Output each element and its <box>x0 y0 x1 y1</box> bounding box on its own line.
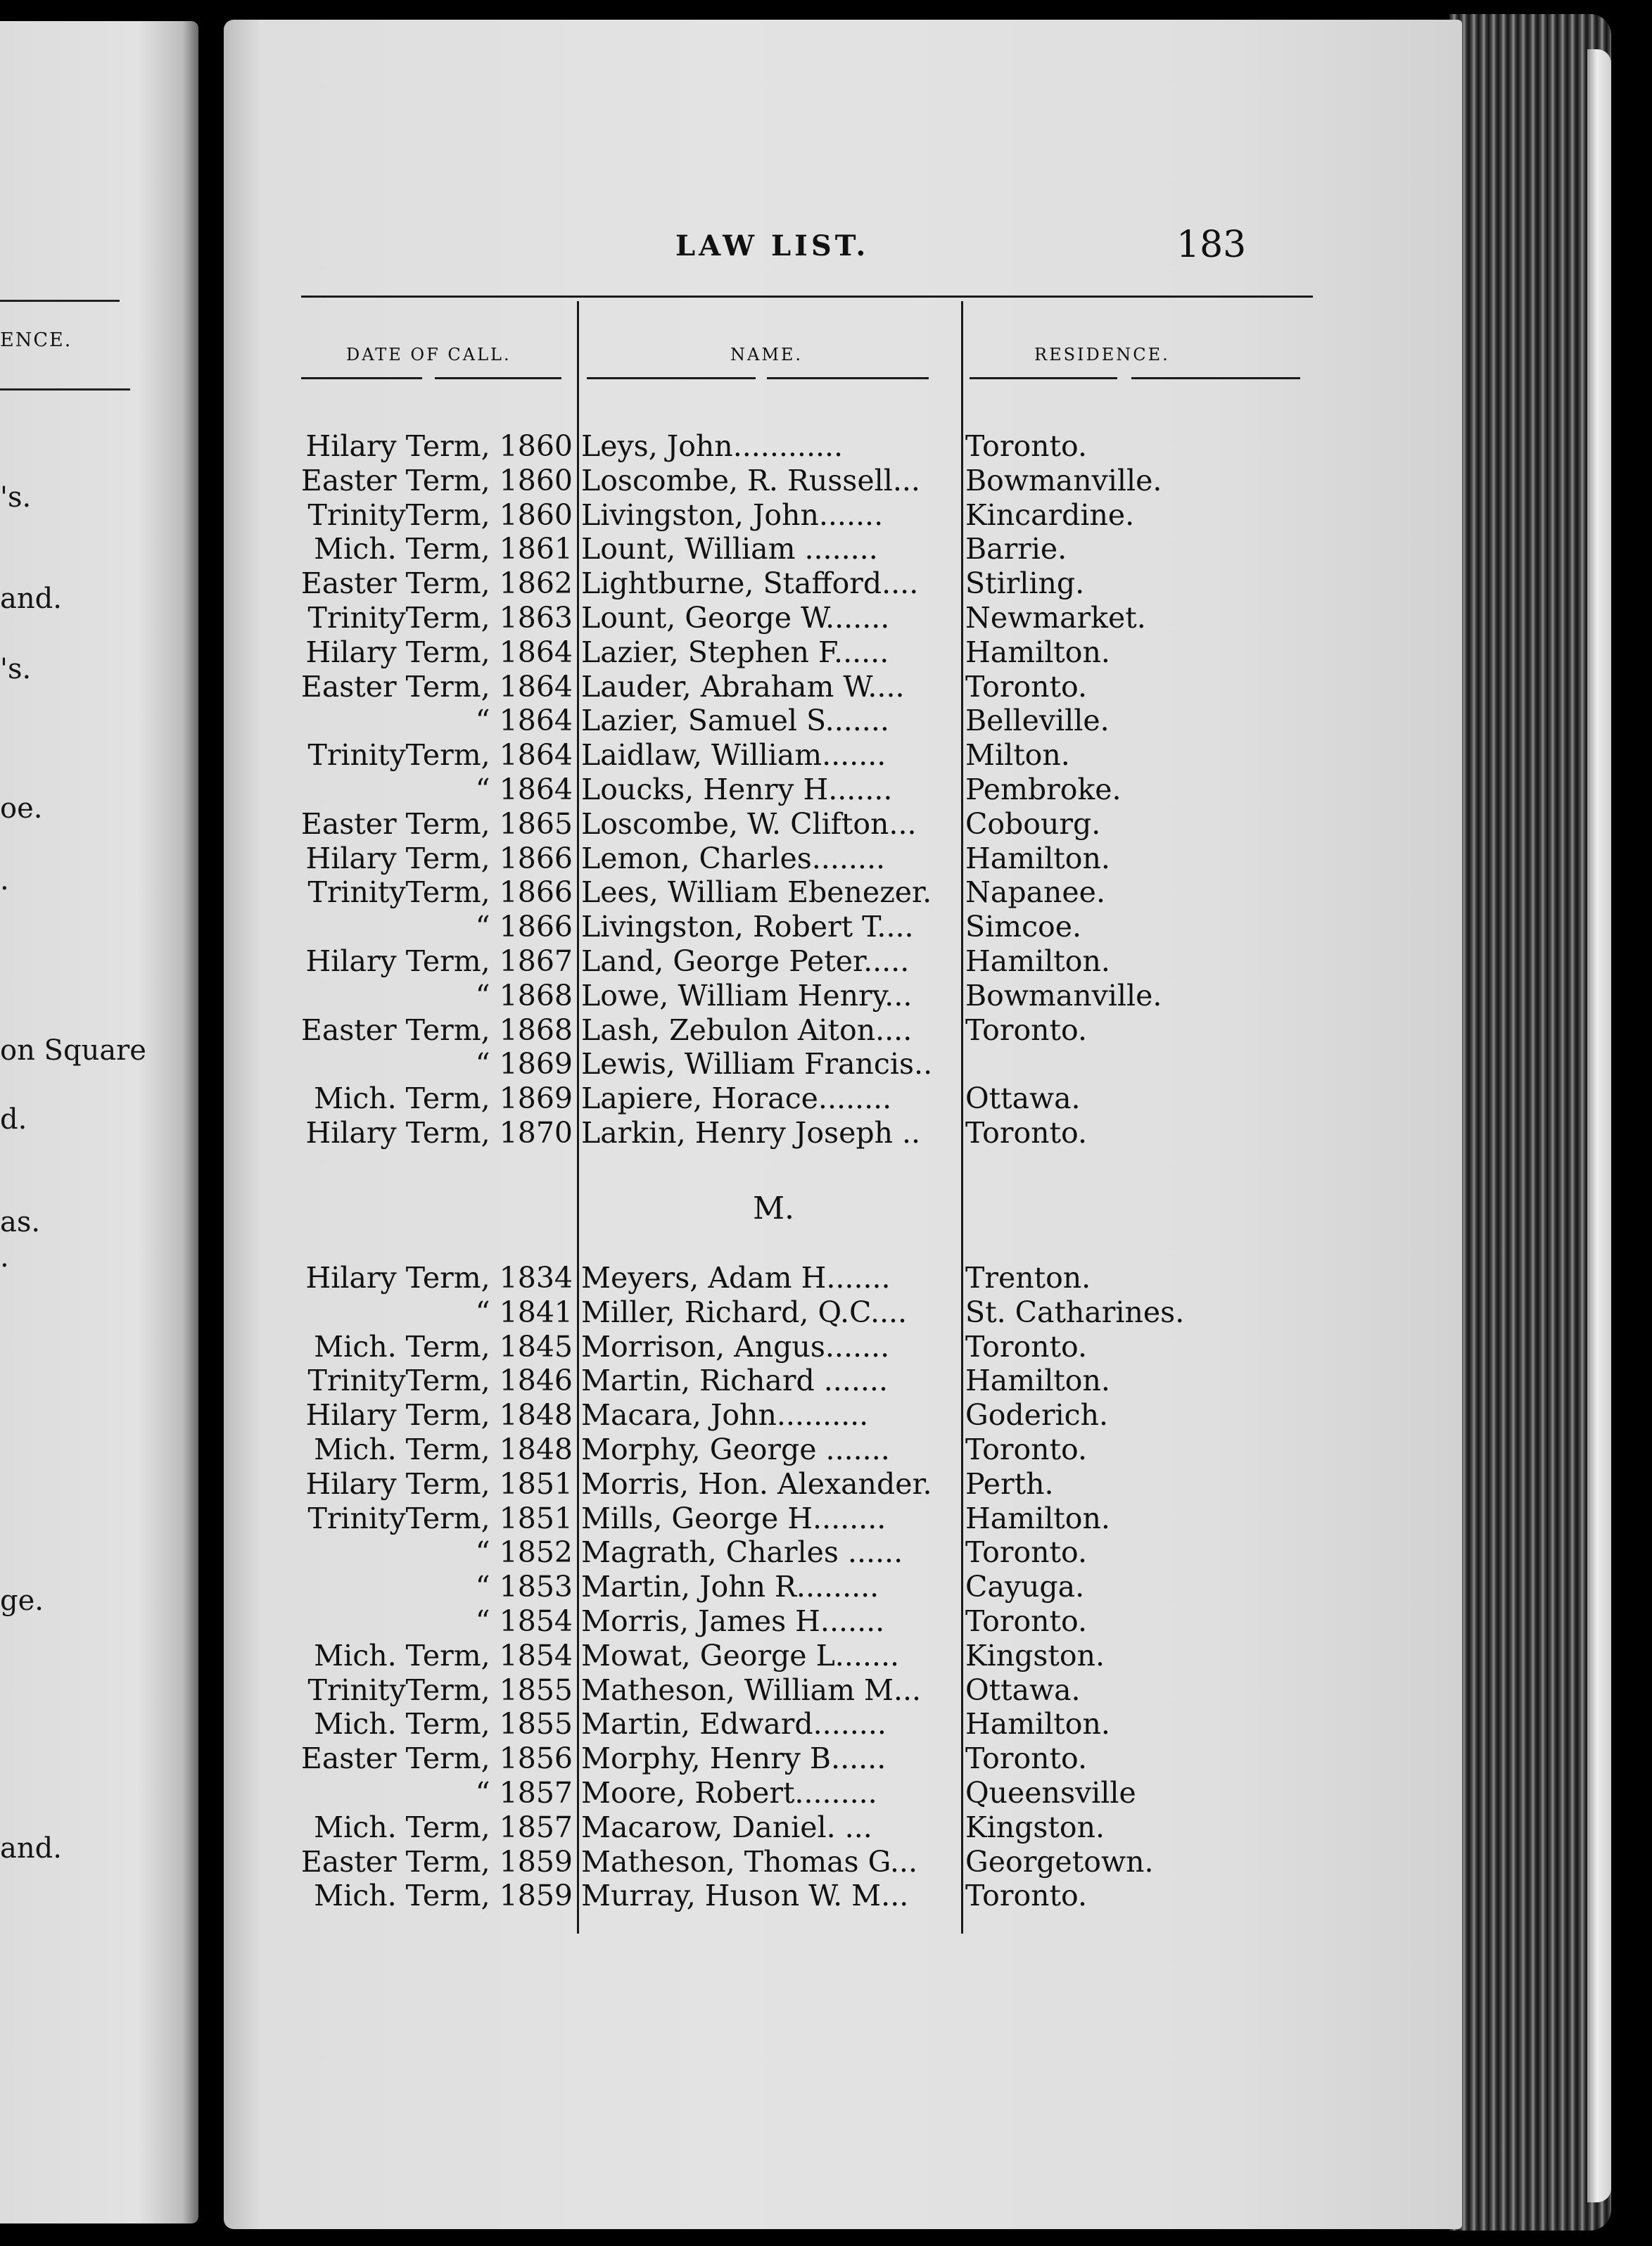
page-edges <box>1449 14 1611 2231</box>
member-name: Lees, William Ebenezer. <box>581 875 932 910</box>
member-name: Morphy, Henry B...... <box>581 1741 887 1776</box>
residence: Hamilton. <box>965 944 1110 978</box>
date-of-call: “ 1852 <box>475 1535 573 1570</box>
member-name: Leys, John............ <box>581 429 844 463</box>
residence: Bowmanville. <box>965 463 1162 497</box>
left-page-text-fragment: and. <box>0 1832 62 1865</box>
table-row <box>0 670 1238 704</box>
residence: Goderich. <box>965 1398 1109 1433</box>
table-row <box>0 1570 1238 1604</box>
table-row <box>0 979 1238 1013</box>
date-of-call: Easter Term, 1859 <box>300 1844 573 1879</box>
member-name: Lazier, Samuel S....... <box>581 704 889 738</box>
residence: Kincardine. <box>965 497 1135 532</box>
member-name: Livingston, Robert T.... <box>581 910 914 944</box>
table-row <box>0 601 1238 635</box>
date-of-call: “ 1841 <box>475 1295 573 1329</box>
residence: Trenton. <box>965 1261 1091 1295</box>
residence: Milton. <box>965 738 1070 773</box>
member-name: Morris, James H....... <box>581 1604 885 1638</box>
member-name: Lount, George W....... <box>581 601 890 635</box>
date-of-call: Hilary Term, 1870 <box>305 1116 573 1150</box>
left-page-text-fragment: 's. <box>0 653 32 685</box>
residence: Hamilton. <box>965 1501 1110 1535</box>
date-header-underline-2 <box>435 377 561 379</box>
residence: Toronto. <box>965 429 1088 463</box>
page-number: 183 <box>1176 224 1247 266</box>
date-of-call: “ 1864 <box>475 704 573 738</box>
residence: Simcoe. <box>965 910 1082 944</box>
residence: Perth. <box>965 1466 1054 1501</box>
residence: Toronto. <box>965 1604 1088 1638</box>
member-name: Martin, Richard ....... <box>581 1364 888 1398</box>
table-row <box>0 1295 1238 1329</box>
date-of-call: TrinityTerm, 1851 <box>307 1501 573 1535</box>
residence: Queensville <box>965 1776 1136 1810</box>
residence: Toronto. <box>965 1329 1088 1364</box>
member-name: Lount, William ........ <box>581 532 878 566</box>
table-row <box>0 1081 1238 1115</box>
date-of-call: TrinityTerm, 1846 <box>307 1364 573 1398</box>
member-name: Morris, Hon. Alexander. <box>581 1466 932 1501</box>
date-of-call: “ 1853 <box>475 1570 573 1604</box>
residence: Hamilton. <box>965 841 1110 875</box>
date-of-call: Mich. Term, 1854 <box>314 1638 573 1673</box>
table-row <box>0 1810 1238 1844</box>
member-name: Morphy, George ....... <box>581 1433 890 1466</box>
book-page <box>224 20 1462 2229</box>
member-name: Livingston, John....... <box>581 497 884 532</box>
table-row <box>0 1502 1238 1535</box>
left-page-text-fragment: and. <box>0 583 62 615</box>
date-of-call: Hilary Term, 1848 <box>305 1398 573 1433</box>
date-of-call: Hilary Term, 1851 <box>305 1466 573 1501</box>
table-row <box>0 1673 1238 1707</box>
table-row <box>0 1879 1238 1912</box>
member-name: Mills, George H........ <box>581 1501 887 1535</box>
member-name: Macarow, Daniel. ... <box>581 1810 872 1844</box>
table-row <box>0 566 1238 600</box>
date-of-call: “ 1866 <box>475 910 573 944</box>
member-name: Lazier, Stephen F...... <box>581 635 889 669</box>
member-name: Lightburne, Stafford.... <box>581 566 919 601</box>
member-name: Matheson, William M... <box>581 1673 922 1707</box>
table-row <box>0 1845 1238 1879</box>
left-page-text-fragment: . <box>0 864 9 896</box>
date-of-call: Hilary Term, 1867 <box>305 944 573 978</box>
table-row <box>0 1604 1238 1638</box>
left-page-text-fragment: oe. <box>0 792 43 825</box>
member-name: Martin, Edward........ <box>581 1707 887 1741</box>
date-of-call: Mich. Term, 1857 <box>314 1810 573 1844</box>
date-of-call: Easter Term, 1860 <box>300 463 573 497</box>
table-row <box>0 1330 1238 1364</box>
left-page-text-fragment: . <box>0 1241 9 1274</box>
residence: Toronto. <box>965 669 1088 704</box>
date-of-call: Mich. Term, 1859 <box>314 1879 573 1913</box>
date-of-call: “ 1857 <box>475 1776 573 1810</box>
column-header-name: NAME. <box>730 345 803 364</box>
date-of-call: Mich. Term, 1869 <box>314 1081 573 1116</box>
table-row <box>0 738 1238 772</box>
residence: Hamilton. <box>965 1707 1110 1741</box>
residence: Hamilton. <box>965 635 1110 669</box>
name-header-underline <box>587 377 756 379</box>
residence: Toronto. <box>965 1535 1088 1570</box>
date-of-call: Easter Term, 1868 <box>300 1013 573 1047</box>
member-name: Martin, John R......... <box>581 1570 879 1604</box>
table-row <box>0 704 1238 737</box>
column-header-residence: RESIDENCE. <box>1034 345 1170 364</box>
member-name: Loscombe, R. Russell... <box>581 463 920 497</box>
residence: Hamilton. <box>965 1364 1110 1398</box>
left-header-fragment: ENCE. <box>0 329 72 351</box>
member-name: Magrath, Charles ...... <box>581 1535 903 1570</box>
left-page-text-fragment: as. <box>0 1206 41 1238</box>
left-page-text-fragment: d. <box>0 1103 27 1136</box>
table-row <box>0 1639 1238 1673</box>
member-name: Morrison, Angus....... <box>581 1329 890 1364</box>
table-row <box>0 842 1238 875</box>
date-header-underline <box>301 377 422 379</box>
table-row <box>0 875 1238 909</box>
member-name: Miller, Richard, Q.C.... <box>581 1295 908 1329</box>
residence: Barrie. <box>965 532 1067 566</box>
residence: Newmarket. <box>965 601 1146 635</box>
table-row <box>0 1535 1238 1569</box>
residence-header-underline-2 <box>1131 377 1300 379</box>
residence: Georgetown. <box>965 1844 1154 1879</box>
date-of-call: TrinityTerm, 1863 <box>307 601 573 635</box>
left-header-rule-top <box>0 300 120 302</box>
residence: Ottawa. <box>965 1673 1081 1707</box>
table-row <box>0 429 1238 463</box>
name-header-underline-2 <box>767 377 929 379</box>
left-page-text-fragment: on Square <box>0 1034 146 1067</box>
date-of-call: Hilary Term, 1834 <box>305 1261 573 1295</box>
date-of-call: “ 1854 <box>475 1604 573 1638</box>
residence: Napanee. <box>965 875 1105 910</box>
table-row <box>0 1047 1238 1081</box>
left-header-rule-bottom <box>0 388 130 391</box>
date-of-call: TrinityTerm, 1864 <box>307 738 573 773</box>
residence: Cobourg. <box>965 806 1101 841</box>
table-row <box>0 910 1238 944</box>
member-name: Lowe, William Henry... <box>581 978 913 1013</box>
member-name: Moore, Robert......... <box>581 1776 877 1810</box>
member-name: Land, George Peter..... <box>581 944 910 978</box>
member-name: Loucks, Henry H....... <box>581 773 893 806</box>
member-name: Meyers, Adam H....... <box>581 1261 891 1295</box>
date-of-call: Hilary Term, 1864 <box>305 635 573 669</box>
residence: Toronto. <box>965 1013 1088 1047</box>
column-header-date: DATE OF CALL. <box>346 345 512 364</box>
date-of-call: TrinityTerm, 1860 <box>307 497 573 532</box>
date-of-call: Easter Term, 1862 <box>300 566 573 601</box>
table-row <box>0 1398 1238 1432</box>
residence: Ottawa. <box>965 1081 1081 1116</box>
member-name: Loscombe, W. Clifton... <box>581 806 917 841</box>
residence: Cayuga. <box>965 1570 1085 1604</box>
residence: Kingston. <box>965 1810 1105 1844</box>
table-row <box>0 1013 1238 1047</box>
residence: Toronto. <box>965 1741 1088 1776</box>
table-row <box>0 635 1238 669</box>
member-name: Murray, Huson W. M... <box>581 1879 909 1913</box>
table-row <box>0 532 1238 566</box>
date-of-call: Hilary Term, 1860 <box>305 429 573 463</box>
date-of-call: Mich. Term, 1855 <box>314 1707 573 1741</box>
member-name: Lemon, Charles........ <box>581 841 886 875</box>
residence: Toronto. <box>965 1879 1088 1913</box>
member-name: Laidlaw, William....... <box>581 738 887 773</box>
table-row <box>0 1776 1238 1810</box>
date-of-call: Mich. Term, 1848 <box>314 1433 573 1466</box>
date-of-call: TrinityTerm, 1855 <box>307 1673 573 1707</box>
table-row <box>0 773 1238 806</box>
table-row <box>0 1364 1238 1397</box>
date-of-call: “ 1864 <box>475 773 573 806</box>
residence: Pembroke. <box>965 773 1122 806</box>
table-row <box>0 498 1238 532</box>
member-name: Matheson, Thomas G... <box>581 1844 917 1879</box>
member-name: Larkin, Henry Joseph .. <box>581 1116 921 1150</box>
table-row <box>0 944 1238 978</box>
member-name: Lewis, William Francis.. <box>581 1047 933 1081</box>
table-row <box>0 1741 1238 1775</box>
header-rule <box>301 296 1313 298</box>
residence-header-underline <box>970 377 1117 379</box>
date-of-call: “ 1869 <box>475 1047 573 1081</box>
table-row <box>0 1707 1238 1741</box>
residence: Toronto. <box>965 1116 1088 1150</box>
residence: Bowmanville. <box>965 978 1162 1013</box>
date-of-call: Mich. Term, 1845 <box>314 1329 573 1364</box>
date-of-call: Easter Term, 1865 <box>300 806 573 841</box>
member-name: Macara, John.......... <box>581 1398 869 1433</box>
section-letter: M. <box>753 1191 795 1226</box>
member-name: Lauder, Abraham W.... <box>581 669 905 704</box>
date-of-call: TrinityTerm, 1866 <box>307 875 573 910</box>
table-row <box>0 807 1238 841</box>
member-name: Lash, Zebulon Aiton.... <box>581 1013 913 1047</box>
table-row <box>0 1261 1238 1295</box>
residence: Belleville. <box>965 704 1110 738</box>
left-page-text-fragment: ge. <box>0 1585 44 1617</box>
running-head: LAW LIST. <box>675 229 870 262</box>
table-row <box>0 1433 1238 1466</box>
table-row <box>0 464 1238 497</box>
date-of-call: Hilary Term, 1866 <box>305 841 573 875</box>
residence: Kingston. <box>965 1638 1105 1673</box>
date-of-call: Easter Term, 1856 <box>300 1741 573 1776</box>
date-of-call: Easter Term, 1864 <box>300 669 573 704</box>
table-row <box>0 1116 1238 1150</box>
residence: Stirling. <box>965 566 1085 601</box>
residence: Toronto. <box>965 1433 1088 1466</box>
table-row <box>0 1467 1238 1501</box>
date-of-call: Mich. Term, 1861 <box>314 532 573 566</box>
residence: St. Catharines. <box>965 1295 1185 1329</box>
member-name: Lapiere, Horace........ <box>581 1081 892 1116</box>
member-name: Mowat, George L....... <box>581 1638 900 1673</box>
date-of-call: “ 1868 <box>475 978 573 1013</box>
left-page-text-fragment: 's. <box>0 481 32 514</box>
